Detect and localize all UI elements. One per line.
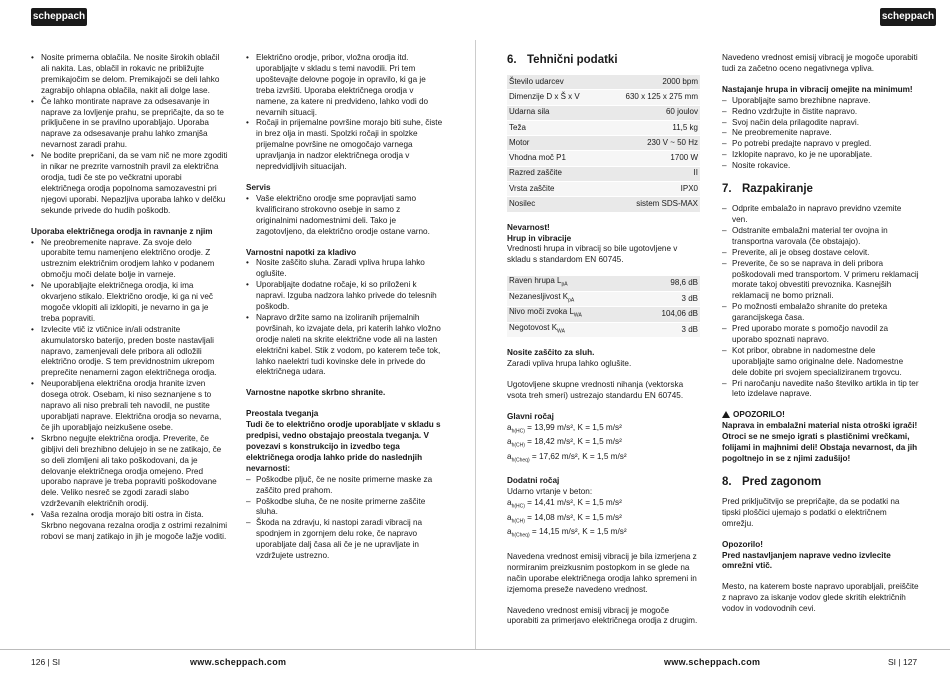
table-row [507, 120, 700, 135]
list-item: – Poškodbe pljuč, če ne nosite primerne maske za zaščito pred prahom. [246, 475, 443, 497]
spec-label: Dimenzije D x Š x V [507, 90, 599, 105]
spec-value: 630 x 125 x 275 mm [599, 90, 700, 105]
table-row [507, 276, 700, 291]
list-item: • Če lahko montirate naprave za odsesavanje in naprave za lovljenje prahu, se prepričajte, da so te priključene in se pravilno uporabljajo. Uporaba naprave za odsesavanje prahu lahko zmanjša nevarnost zaradi prahu. [31, 97, 228, 152]
drilling-note: Udarno vrtanje v beton: [507, 487, 593, 497]
brand-logo: scheppach [880, 8, 936, 26]
vibration-value: $a_{h(Cheq)} = 14,15$ m/s², K = 1,5 m/s² [507, 527, 627, 540]
noise-label: Nezanesljivost $K_{pA}$ [507, 291, 599, 307]
table-row [507, 90, 700, 105]
section-heading: Dodatni ročaj [507, 476, 560, 486]
section-heading: Hrup in vibracije [507, 233, 572, 243]
spec-value: IPX0 [599, 182, 700, 197]
vibration-value: $a_{h(CH)} = 14,08$ m/s², K = 1,5 m/s² [507, 512, 622, 525]
list-item: – Nosite rokavice. [722, 161, 919, 172]
noise-label: Nivo moči zvoka $L_{WA}$ [507, 307, 599, 323]
danger-heading: Nevarnost! [507, 222, 550, 232]
tool-usage-list [31, 238, 228, 543]
table-row [507, 291, 700, 307]
list-item: – Odprite embalažo in napravo previdno vzemite ven. [722, 204, 919, 226]
spec-label: Udarna sila [507, 105, 599, 120]
list-item: • Električno orodje, pribor, vložna orodja itd. uporabljajte v skladu s temi navodili. Pri tem upoštevajte delovne pogoje in opravilo, ki ga je treba izvršiti. Uporaba električnega orodja v namene, za katere ni predvideno, lahko vodi do nevarnih situacij. [246, 53, 443, 118]
list-item: – Izklopite napravo, ko je ne uporabljate. [722, 150, 919, 161]
section-heading: Uporaba električnega orodja in ravnanje z njim [31, 226, 213, 236]
list-item: • Izvlecite vtič iz vtičnice in/ali odstranite akumulatorsko baterijo, preden boste nastavljali napravo, zamenjevali dele pribora ali odložili električno orodje. S tem previdnostnim ukrepom preprečite nenamerni zagon električnega orodja. [31, 325, 228, 380]
spec-label: Vhodna moč P1 [507, 151, 599, 166]
spec-label: Nosilec [507, 197, 599, 212]
table-row [507, 151, 700, 166]
list-item: – Preverite, ali je obseg dostave celovit. [722, 248, 919, 259]
list-item: • Napravo držite samo na izoliranih prijemalnih površinah, ko izvajate dela, pri katerih lahko vložno orodje naleti na skrite električne vode ali na lasten električni kabel. Stik z vodom, po katerem teče tok, lahko naelektri tudi kovinske dele in privede do električnega udara. [246, 313, 443, 378]
hammer-safety-list [246, 258, 443, 378]
list-item: – Škoda na zdravju, ki nastopi zaradi vibracij na spodnjem in zgornjem delu roke, če napravo uporabljate dalj časa ali če je ne upravljate in vzdržujete ustrezno. [246, 518, 443, 562]
service-list [246, 194, 443, 238]
list-item: – Po možnosti embalažo shranite do preteka garancijskega časa. [722, 302, 919, 324]
spec-label: Število udarcev [507, 75, 599, 90]
residual-risk-list [246, 475, 443, 562]
list-item: – Uporabljajte samo brezhibne naprave. [722, 96, 919, 107]
spec-value: II [599, 166, 700, 181]
warning-heading: Opozorilo! [722, 539, 763, 549]
brand-logo: scheppach [31, 8, 87, 26]
noise-value: 104,06 dB [599, 307, 700, 323]
website-link[interactable]: www.scheppach.com [190, 657, 287, 667]
list-item: • Ročaji in prijemalne površine morajo biti suhe, čiste in brez olja in masti. Spolzki ročaji in spolzke prijemalne površine ne omogočajo varnega upravljanja in nadzor električnega orodja v nepredvidljivih situacijah. [246, 118, 443, 173]
list-item: – Pred uporabo morate s pomočjo navodil za uporabo spoznati napravo. [722, 324, 919, 346]
vibration-value: $a_{h(HC)} = 14,41$ m/s², K = 1,5 m/s² [507, 498, 622, 510]
spec-label: Teža [507, 120, 599, 135]
vibration-comparison: Navedeno vrednost emisij vibracij je mogoče uporabiti za primerjavo električnega orodja z drugim. [507, 605, 698, 626]
spec-value: 1700 W [599, 151, 700, 166]
table-row [507, 307, 700, 323]
vibration-value: $a_{h(Cheq)} = 17,62$ m/s², K = 1,5 m/s² [507, 451, 627, 464]
vibration-note: Navedena vrednost emisij vibracij je bila izmerjena z normiranim preizkusnim postopkom in se glede na način uporabe električnega orodja lahko spremeni in izjemoma preseže navedeno vrednost. [507, 551, 697, 594]
warning-text: Naprava in embalažni material nista otroški igrači! Otroci se ne smejo igrati s plastičnimi vrečkami, folijami in majhnimi deli! Obstaja nevarnost, da jih pogoltnejo in se z njimi zadušijo! [722, 421, 918, 463]
section-title: 8. Pred zagonom [722, 475, 822, 488]
cable-search-paragraph: Mesto, na katerem boste napravo uporabljali, preiščite z napravo za iskanje vodov glede skritih električnih vodov in vodovodnih cevi. [722, 582, 919, 614]
table-row [507, 75, 700, 90]
accessory-list [246, 53, 443, 173]
table-row [507, 166, 700, 181]
list-item: • Vaše električno orodje sme popravljati samo kvalificirano strokovno osebje in samo z originalnimi nadomestnimi deli. Tako je zagotovljeno, da električno orodje ostane varno. [246, 194, 443, 238]
list-item: • Uporabljajte dodatne ročaje, ki so priloženi k napravi. Izguba nadzora lahko privede do telesnih poškodb. [246, 280, 443, 313]
tech-data-table [507, 75, 700, 213]
page-number: SI | 127 [888, 657, 918, 667]
section-title: 7. Razpakiranje [722, 183, 813, 196]
spec-value: 230 V ~ 50 Hz [599, 136, 700, 151]
section-title: 6. Tehnični podatki [507, 54, 618, 66]
column-2 [246, 53, 443, 562]
website-link[interactable]: www.scheppach.com [664, 657, 761, 667]
list-item: – Kot pribor, obrabne in nadomestne dele uporabljajte samo originalne dele. Nadomestne dele dobite pri svojem specializiranem trgovcu. [722, 346, 919, 379]
residual-risk-paragraph: Tudi če to električno orodje uporabljate v skladu s predpisi, vedno obstajajo preostala tveganja. V povezavi s konstrukcijo in izvedbo tega električnega orodja lahko pride do naslednjih nevarnosti: [246, 420, 441, 473]
list-item: • Neuporabljena električna orodja hranite izven dosega otrok. Osebam, ki niso seznanjene s to napravo ali niso prebrali teh navodil, ne pustite uporabljati naprave. Električna orodja so nevarna, če jih uporabljajo neizkušene osebe. [31, 379, 228, 434]
list-item: – Redno vzdržujte in čistite napravo. [722, 107, 919, 118]
noise-table [507, 276, 700, 338]
section-heading: Varnostni napotki za kladivo [246, 247, 357, 257]
list-item: – Preverite, če so se naprava in deli pribora poškodovali med transportom. V primeru reklamacij morate takoj obvestiti prevoznika. Kasnejših reklamacij ne bomo priznali. [722, 259, 919, 303]
vibration-paragraph: Ugotovljene skupne vrednosti nihanja (vektorska vsota treh smeri) ustrezajo standardu EN 60745. [507, 380, 684, 401]
noise-label: Negotovost $K_{WA}$ [507, 322, 599, 338]
table-row [507, 136, 700, 151]
unpacking-list [722, 204, 919, 400]
list-item: • Ne preobremenite naprave. Za svoje delo uporabite temu namenjeno električno orodje. Z ustreznim električnim orodjem lahko v podanem območju moči delate bolje in varneje. [31, 238, 228, 282]
intro-paragraph: Navedeno vrednost emisij vibracij je mogoče uporabiti tudi za začetno oceno negativnega vpliva. [722, 53, 918, 73]
column-3 [507, 53, 700, 627]
aux-handle-values [507, 498, 700, 542]
list-item: • Ne bodite prepričani, da se vam nič ne more zgoditi in nikar ne prezrite varnostnih pravil za električna orodja, tudi če ste po večkratni uporabi električnega orodja popolnoma samozavestni pri njegovi uporabi. Nepazljiva uporaba lahko v delčku sekunde privede do hudih poškodb. [31, 151, 228, 216]
list-item: – Svoj način dela prilagodite napravi. [722, 118, 919, 129]
warning-text: Pred nastavljanjem naprave vedno izvlecite omrežni vtič. [722, 550, 891, 571]
list-item: • Vaša rezalna orodja morajo biti ostra in čista. Skrbno negovana rezalna orodja z ostrimi rezalnimi robovi se manj zatikajo in jih je mogoče lažje voditi. [31, 510, 228, 543]
noise-value: 3 dB [599, 322, 700, 338]
list-item: – Poškodbe sluha, če ne nosite primerne zaščite sluha. [246, 497, 443, 519]
list-item: – Pri naročanju navedite našo številko artikla in tip ter leto izdelave naprave. [722, 379, 919, 401]
table-row [507, 197, 700, 212]
noise-label: Raven hrupa $L_{pA}$ [507, 276, 599, 291]
spec-value: 60 joulov [599, 105, 700, 120]
warning-heading: OPOZORILO! [722, 410, 919, 421]
column-1 [31, 53, 228, 543]
list-item: • Ne uporabljajte električnega orodja, ki ima okvarjeno stikalo. Električno orodje, ki ga ni več mogoče vklopiti ali izklopiti, je nevarno in ga je treba popraviti. [31, 281, 228, 325]
startup-paragraph: Pred priključitvijo se prepričajte, da se podatki na tipski ploščici ujemajo s podatki o električnem omrežju. [722, 496, 900, 528]
page-number: 126 | SI [31, 657, 61, 667]
warning-icon [722, 411, 730, 418]
section-heading: Servis [246, 182, 271, 192]
list-item: – Odstranite embalažni material ter ovojna in transportna varovala (če obstajajo). [722, 226, 919, 248]
list-item: • Nosite primerna oblačila. Ne nosite širokih oblačil ali nakita. Las, oblačil in rokavic ne približujte premikajočim se delom. Premikajoči se deli lahko zagrabijo ohlapna oblačila, nakit ali dolge lase. [31, 53, 228, 97]
section-heading: Nastajanje hrupa in vibracij omejite na minimum! [722, 84, 913, 94]
hearing-protection-note: Nosite zaščito za sluh. [507, 348, 595, 358]
noise-paragraph: Vrednosti hrupa in vibracij so bile ugotovljene v skladu s standardom EN 60745. [507, 244, 678, 265]
keep-instructions-note: Varnostne napotke skrbno shranite. [246, 388, 386, 398]
table-row [507, 182, 700, 197]
list-item: – Ne preobremenite naprave. [722, 128, 919, 139]
spec-value: 2000 bpm [599, 75, 700, 90]
main-handle-values [507, 423, 700, 467]
hearing-paragraph: Zaradi vpliva hrupa lahko oglušite. [507, 359, 632, 369]
list-item: • Nosite zaščito sluha. Zaradi vpliva hrupa lahko oglušite. [246, 258, 443, 280]
page-footer [0, 649, 950, 675]
noise-value: 98,6 dB [599, 276, 700, 291]
column-4 [722, 53, 919, 615]
vibration-value: $a_{h(HC)} = 13,99$ m/s², K = 1,5 m/s² [507, 422, 622, 435]
minimize-list [722, 96, 919, 172]
table-row [507, 105, 700, 120]
list-item: – Po potrebi predajte napravo v pregled. [722, 139, 919, 150]
section-heading: Glavni ročaj [507, 411, 554, 421]
list-item: • Skrbno negujte električna orodja. Preverite, če gibljivi deli brezhibno delujejo in se ne zatikajo, če so deli zlomljeni ali tako poškodovani, da je delovanje električnega orodja omejeno. Pred uporabo naprave je treba popraviti poškodovane dele. Veliko nesreč se zgodi zaradi slabo vzdrževanih električnih orodij. [31, 434, 228, 510]
section-heading: Preostala tveganja [246, 409, 319, 419]
spec-label: Motor [507, 136, 599, 151]
vibration-value: $a_{h(CH)} = 18,42$ m/s², K = 1,5 m/s² [507, 437, 622, 450]
spec-label: Vrsta zaščite [507, 182, 599, 197]
spec-value: 11,5 kg [599, 120, 700, 135]
noise-value: 3 dB [599, 291, 700, 307]
safety-list [31, 53, 228, 217]
table-row [507, 322, 700, 338]
page-divider [475, 40, 476, 649]
spec-label: Razred zaščite [507, 166, 599, 181]
spec-value: sistem SDS-MAX [599, 197, 700, 212]
